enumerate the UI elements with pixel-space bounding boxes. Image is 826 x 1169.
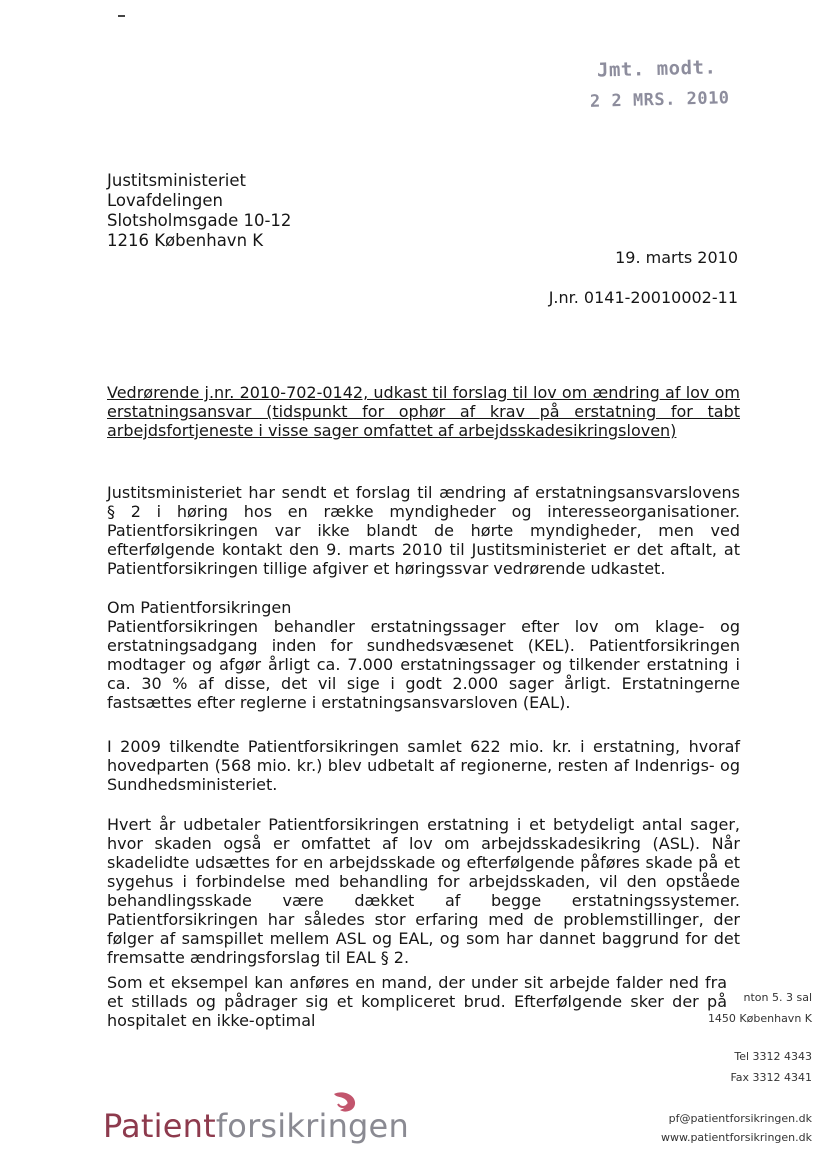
- footer-fax: Fax 3312 4341: [730, 1071, 812, 1084]
- recipient-line: Justitsministeriet: [107, 171, 246, 190]
- brand-logo: [103, 1107, 409, 1145]
- paragraph-2009: I 2009 tilkendte Patientforsikringen samlet 622 mio. kr. i erstatning, hvoraf hovedparten (568 mio. kr.) blev udbetalt af regionerne, resten af Indenrigs- og Sundhedsministeriet.: [107, 737, 740, 794]
- recipient-line: 1216 København K: [107, 231, 264, 250]
- logo-part-forsikringen: forsikringen: [215, 1107, 409, 1145]
- received-stamp: Jmt. modt.: [596, 56, 717, 82]
- paragraph-about: Patientforsikringen behandler erstatningssager efter lov om klage- og erstatningsadgang inden for sundhedsvæsenet (KEL). Patientforsikringen modtager og afgør årligt ca. 7.000 erstatningssager og tilkender erstatning i ca. 30 % af disse, det vil sige i godt 2.000 sager årligt. Erstatningerne fastsættes efter reglerne i erstatningsansvarsloven (EAL).: [107, 617, 740, 712]
- logo-part-patient: Patient: [103, 1107, 216, 1145]
- footer-tel: Tel 3312 4343: [734, 1050, 812, 1063]
- footer-email: pf@patientforsikringen.dk: [668, 1112, 812, 1125]
- section-heading: Om Patientforsikringen: [107, 598, 292, 617]
- paragraph-example: Som et eksempel kan anføres en mand, der under sit arbejde falder ned fra et stillads og pådrager sig et kompliceret brud. Efterfølgende sker der på hospitalet en ikke-optimal: [107, 973, 727, 1030]
- margin-mark: [118, 15, 125, 17]
- paragraph-asl: Hvert år udbetaler Patientforsikringen erstatning i et betydeligt antal sager, hvor skaden også er omfattet af lov om arbejdsskadesikring (ASL). Når skadelidte udsættes for en arbejdsskade og efterfølgende påføres skade på et sygehus i forbindelse med behandling for arbejdsskaden, vil den opståede behandlingsskade være dækket af begge erstatningssystemer. Patientforsikringen har således stor erfaring med de problemstillinger, der følger af samspillet mellem ASL og EAL, og som har dannet baggrund for det fremsatte ændringsforslag til EAL § 2.: [107, 815, 740, 967]
- recipient-line: Lovafdelingen: [107, 191, 224, 210]
- recipient-address: [107, 171, 291, 251]
- case-number: J.nr. 0141-20010002-11: [548, 288, 738, 307]
- received-stamp-date: 2 2 MRS. 2010: [589, 88, 730, 112]
- subject-line: Vedrørende j.nr. 2010-702-0142, udkast til forslag til lov om ændring af lov om erstatningsansvar (tidspunkt for ophør af krav på erstatning for tabt arbejdsfortjeneste i visse sager omfattet af arbejdsskadesikringsloven): [107, 383, 740, 440]
- paragraph-intro: Justitsministeriet har sendt et forslag til ændring af erstatningsansvarslovens § 2 i høring hos en række myndigheder og interesseorganisationer. Patientforsikringen var ikke blandt de hørte myndigheder, men ved efterfølgende kontakt den 9. marts 2010 til Justitsministeriet er det aftalt, at Patientforsikringen tillige afgiver et høringssvar vedrørende udkastet.: [107, 483, 740, 578]
- section-about: [107, 598, 740, 712]
- footer-address-2: 1450 København K: [707, 1012, 812, 1025]
- footer-web: www.patientforsikringen.dk: [660, 1131, 812, 1144]
- letter-date: 19. marts 2010: [615, 248, 738, 267]
- footer-address-1: nton 5. 3 sal: [743, 991, 812, 1004]
- recipient-line: Slotsholmsgade 10-12: [107, 211, 292, 230]
